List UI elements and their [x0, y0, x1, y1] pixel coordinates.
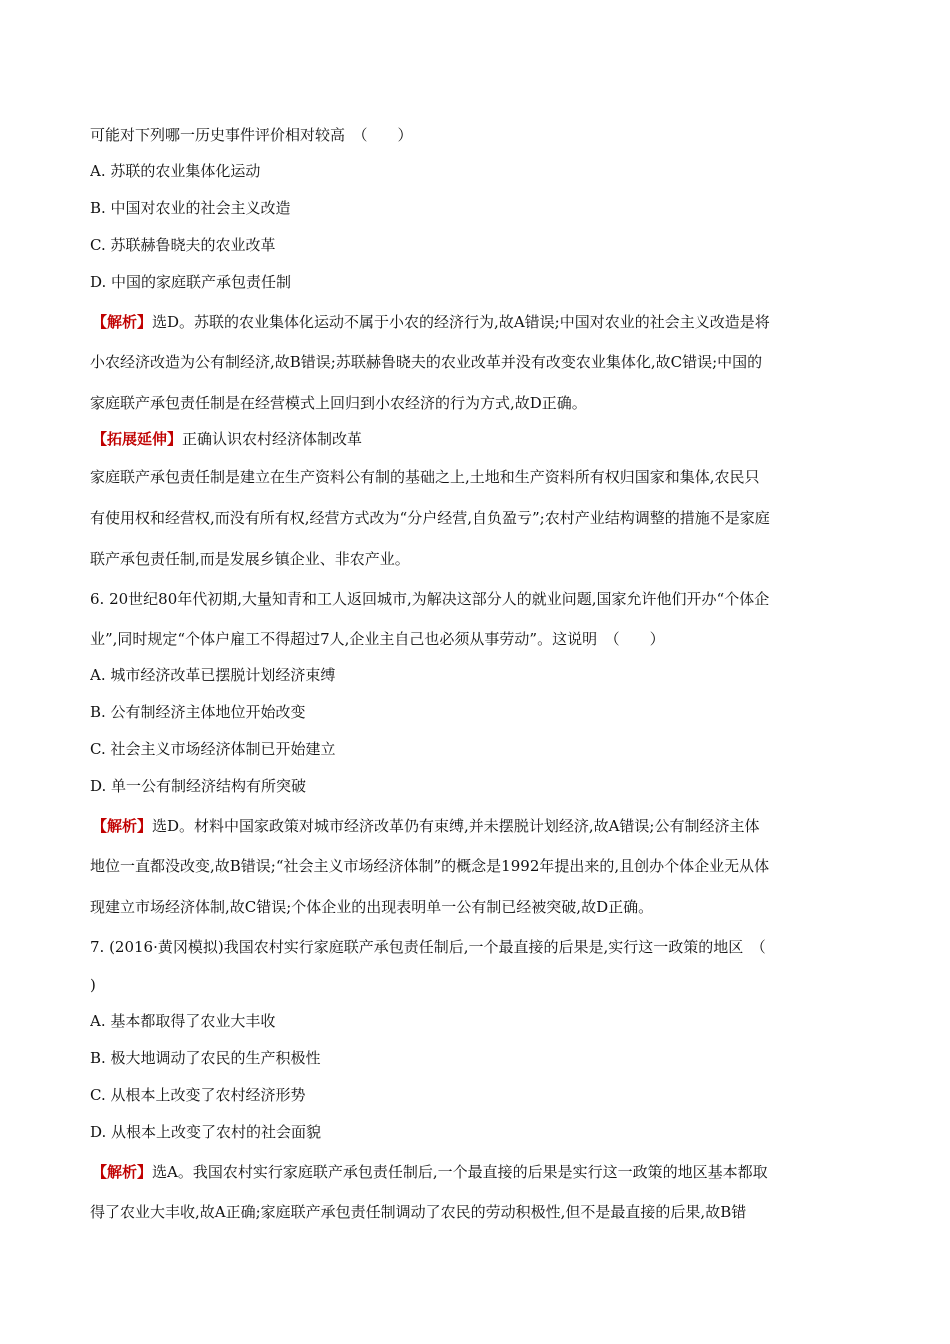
extension-title: 正确认识农村经济体制改革: [182, 430, 363, 448]
analysis-text: 选A。我国农村实行家庭联产承包责任制后,一个最直接的后果是实行这一政策的地区基本都取: [152, 1163, 768, 1181]
question-6-analysis-line-1: [92, 816, 867, 836]
extension-line-3: 联产承包责任制,而是发展乡镇企业、非农产业。: [90, 550, 410, 568]
question-6-analysis-line-3: 现建立市场经济体制,故C错误;个体企业的出现表明单一公有制已经被突破,故D正确。: [90, 898, 654, 916]
question-5-analysis-line-3: 家庭联产承包责任制是在经营模式上回归到小农经济的行为方式,故D正确。: [90, 394, 587, 412]
question-5-option-a: A. 苏联的农业集体化运动: [90, 162, 261, 180]
question-7-option-d: D. 从根本上改变了农村的社会面貌: [90, 1123, 322, 1141]
extension-heading: [92, 429, 867, 449]
analysis-tag: 【解析】: [92, 817, 153, 835]
question-7-stem-line-2: ): [90, 976, 96, 994]
analysis-tag: 【解析】: [92, 1163, 153, 1181]
question-6-option-d: D. 单一公有制经济结构有所突破: [90, 777, 307, 795]
analysis-text: 选D。苏联的农业集体化运动不属于小农的经济行为,故A错误;中国对农业的社会主义改造是将: [152, 313, 770, 331]
question-7-option-c: C. 从根本上改变了农村经济形势: [90, 1086, 306, 1104]
question-6-stem-line-2: 业”,同时规定“个体户雇工不得超过7人,企业主自己也必须从事劳动”。这说明 （ ）: [90, 630, 665, 648]
question-7-stem-line-1: 7. (2016·黄冈模拟)我国农村实行家庭联产承包责任制后,一个最直接的后果是,实行这一政策的地区 （: [90, 938, 766, 956]
extension-line-2: 有使用权和经营权,而没有所有权,经营方式改为“分户经营,自负盈亏”;农村产业结构调整的措施不是家庭: [90, 509, 770, 527]
question-5-option-b: B. 中国对农业的社会主义改造: [90, 199, 291, 217]
question-7-analysis-line-2: 得了农业大丰收,故A正确;家庭联产承包责任制调动了农民的劳动积极性,但不是最直接的后果,故B错: [90, 1203, 747, 1221]
question-5-stem: 可能对下列哪一历史事件评价相对较高 （ ）: [90, 126, 413, 144]
question-6-analysis-line-2: 地位一直都没改变,故B错误;“社会主义市场经济体制”的概念是1992年提出来的,且创办个体企业无从体: [90, 857, 770, 875]
question-7-option-a: A. 基本都取得了农业大丰收: [90, 1012, 276, 1030]
analysis-tag: 【解析】: [92, 313, 153, 331]
question-6-stem-line-1: 6. 20世纪80年代初期,大量知青和工人返回城市,为解决这部分人的就业问题,国家允许他们开办“个体企: [90, 590, 770, 608]
question-6-option-a: A. 城市经济改革已摆脱计划经济束缚: [90, 666, 336, 684]
question-7-analysis-line-1: [92, 1162, 867, 1182]
question-5-option-d: D. 中国的家庭联产承包责任制: [90, 273, 292, 291]
question-6-option-c: C. 社会主义市场经济体制已开始建立: [90, 740, 336, 758]
question-5-analysis-line-2: 小农经济改造为公有制经济,故B错误;苏联赫鲁晓夫的农业改革并没有改变农业集体化,故C错误;中国的: [90, 353, 763, 371]
question-6-option-b: B. 公有制经济主体地位开始改变: [90, 703, 306, 721]
question-7-option-b: B. 极大地调动了农民的生产积极性: [90, 1049, 321, 1067]
question-5-analysis-line-1: [92, 312, 867, 332]
extension-tag: 【拓展延伸】: [92, 430, 183, 448]
extension-line-1: 家庭联产承包责任制是建立在生产资料公有制的基础之上,土地和生产资料所有权归国家和集体,农民只: [90, 468, 760, 486]
analysis-text: 选D。材料中国家政策对城市经济改革仍有束缚,并未摆脱计划经济,故A错误;公有制经济主体: [152, 817, 760, 835]
question-5-option-c: C. 苏联赫鲁晓夫的农业改革: [90, 236, 276, 254]
